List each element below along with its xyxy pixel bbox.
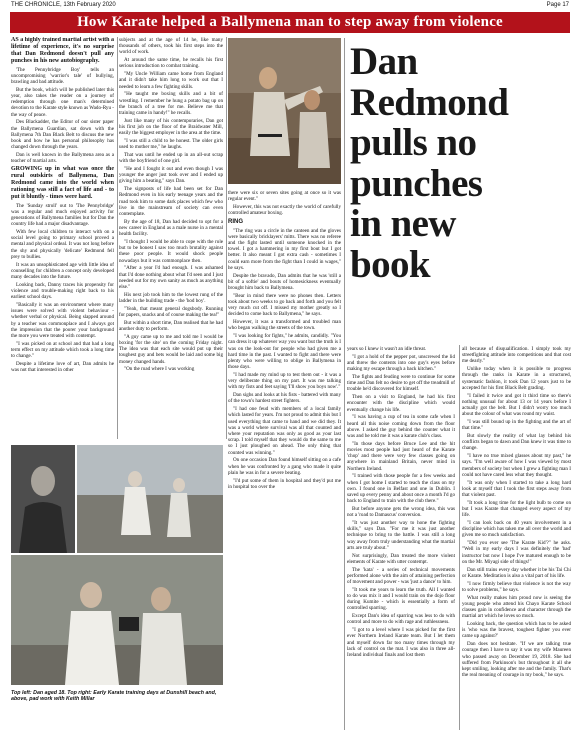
article-paragraph: "I was still bound up in the fighting and the art of that time." [462,419,571,432]
article-paragraph: "I got to a level where I was picked for the first ever Northern Ireland Karate team. But I let them and myself down far too many times through my lack of control on the mat. I was also in three all-Ireland individual finals and lost them [347,627,455,659]
article-paragraph: "I can look back on 40 years involvement in a discipline which has taken me all over the world and given me so much satisfaction. [462,520,571,539]
article-paragraph: Unlike today when it is possible to progress through the ranks in Karate in a structured, systematic fashion, it took Dan 12 years just to be accepted for his first Black Belt grading. [462,366,571,391]
article-paragraph: But slowly the reality of what lay behind his conflicts began to dawn and Dan knew it was time to change. [462,433,571,452]
article-paragraph: "I was picked on at school and that had a long term effect on my attitude which took a long time to change." [11,340,114,360]
article-paragraph: all because of disqualification. I simply took my streetfighting attitude into competitions and that cost me dearly." [462,346,571,365]
article-paragraph: With few local children to interact with on a social level going to primary school proved a mental and physical ordeal. It was not long before the shy and physically 'delicate' Redmond fell prey to bullies. [11,229,114,260]
article-paragraph: Looking back, the question which has to be asked is 'who was the bravest, toughest fighter you ever came up against?' [462,621,571,640]
pull-quote-line: Redmond [350,80,509,124]
article-paragraph: years so I knew it wasn't an idle threat. [347,346,427,352]
article-paragraph: "In those days before Bruce Lee and the hit movies most people had just heard of the Karate 'chop' and there were very few classes going on anywhere in mainland Britain, never mind in Northern Ireland. [347,440,455,472]
pull-quote-line: pulls no [350,121,477,165]
article-paragraph: It was an unsophisticated age with little idea of counselling for children a concept only developed many decades into the future. [11,261,114,281]
photo-caption [11,690,226,702]
headline-banner [10,12,570,33]
article-paragraph: "It took a long time for the light bulb to come on but I was Karate that changed every aspect of my life. [462,499,571,519]
article-paragraph: "The ring was a circle in the canteen and the gloves were basically bricklayers' mitts. There was no referee and the fight lasted until someone knocked in the towel. I got a hammering in my first bout but I got better. It also meant I got extra cash - sometimes I could earn more from the fight than I could in wages," he says. [228,227,341,271]
article-paragraph: Looking back, Danny traces his propensity for violence and trouble-making right back to his earliest school days. [11,281,114,301]
article-paragraph: "I had one feud with members of a local family which lasted for years. I'm not proud to admit this but I used everything that came to hand and we did they. It was a world where survival was all that counted and where your reputation was only as good as your last scrap. I told myself that they would do the same to me so I just ploughed on ahead. The only thing that counted was winning." [228,406,341,456]
article-paragraph: "I failed it twice and got it third time so there's nothing unusual for about 13 or 14 years before I actually got the belt. But I didn't worry too much about the colour of what was round my waist. [462,392,571,418]
article-paragraph: "Bear in mind there were no phones then. Letters took about two weeks to go back and forth and you felt very much cut off. I missed my mother greatly so I decided to come back to Ballymena," he says. [228,292,341,318]
article-paragraph: Dan sighs and looks at his fists - battered with many of the town's hardest street fighters. [228,392,341,405]
article-paragraph: But within a short time, Dan realised that he had another duty to perform. [119,319,223,333]
publication-date: THE CHRONICLE, 13th February 2020 [11,2,116,8]
dunshill-beach-photo [77,445,223,553]
article-paragraph: His next job took him to the lowest rung of the ladder in the building trade - the 'hod boy'. [119,291,223,305]
article-paragraph: "On the road where I was working [124,366,195,373]
article-paragraph: "A guy came up to me and told me I would be boxing 'for the site' on the coming Friday night. The idea was that each site would put up their toughest guy and bets would be laid and some big money changed hands. [119,333,223,365]
article-paragraph: "He taught me boxing skills and a bit of wrestling. I remember he hung a potato bag up on the branch of a tree for me. Believe me that training came in handy!" he recalls. [119,91,223,117]
article-paragraph: "It took me years to learn the truth. All I wanted to do was mix it and I would train on the dojo floor during Kumite - which is essentially a form of controlled sparring. [347,586,455,612]
article-paragraph: At around the same time, he recalls his first serious introduction to combat training. [119,57,223,70]
article-paragraph: "Yeah, that meant general dogsbody. Running for papers, snacks and of course making the tea!" [119,305,223,319]
article-paragraph: But the book, which will be published later this year, also takes the reader on a journey of redemption through one man's determined devotion to the Karate style known as Wado-Ryu - the way of peace. [11,86,114,118]
article-paragraph: "I'd put some of them in hospital and they'd put me in hospital too over the [228,477,341,490]
article-paragraph: The 'kata' - a series of technical movements performed alone with the aim of attaining perfection of movement and power - was 'just a dance' to him. [347,566,455,586]
subheading: RING [228,219,243,226]
article-paragraph: "After a year I'd had enough. I was ashamed that I'd done nothing about what I'd seen and I just needed out for my own sanity as much as anything else." [119,265,223,291]
article-paragraph: subjects and at the age of 14 he, like many thousands of others, took his first steps into the world of work. [119,37,223,56]
dan-portrait-illustration [11,445,75,553]
karate-training-illustration [228,38,341,184]
article-paragraph: By the age of 18, Dan had decided to opt for a new career in England as a male nurse in a mental health facility. [119,218,223,238]
article-column-4 [347,346,455,730]
beach-training-illustration [77,445,223,553]
article-paragraph: "I got a hold of the pepper pot, unscrewed the lid and threw the contents into one guy's eyes before making my escape through a back kitchen." [347,353,455,373]
pad-work-illustration [11,555,223,685]
article-paragraph: "Did you ever see 'The Karate Kid'?" he asks. "Well in my early days I was definitely the 'bad' instructor but now I hope I've matured enough to be on the Mr. Miyagi side of things!" [462,540,571,565]
article-paragraph: "He and I fought it out and even though I was younger the anger just took over and I ended up giving him a beating," says Dan. [119,166,223,185]
article-paragraph: Dan is well known in the Ballymena area as a teacher of martial arts. [11,152,114,165]
pull-quote [350,42,572,286]
article-paragraph: That was until he ended up in an all-out scrap with the boyfriend of one girl. [119,152,223,165]
article-paragraph: "I now firmly believe that violence is not the way to solve problems," he says. [462,580,571,593]
article-paragraph: The fights and feuding were to continue for some time and Dan felt no desire to get off the treadmill of trouble he'd discovered for himself. [347,374,455,393]
article-paragraph: Dan does not hesitate. "If we are talking true courage then I have to say it was my wife Maureen who passed away on December 19, 2018. She had suffered from Parkinson's but throughout it all she kept smiling, looking after me and the family. That's the real meaning of courage in my book," he says. [462,641,571,679]
column-rule [226,37,227,439]
article-paragraph: Despite the bravado, Dan admits that he was 'still a bit of a softie' and bouts of homesickness eventually brought him back to Ballymena. [228,272,341,292]
article-paragraph: "I was having a cup of tea in some cafe when I heard all this noise coming down from the floor above. I asked the guy behind the counter what it was and he told me it was a karate club's class. [347,414,455,440]
article-paragraph: The 'Sunday stroll' out to 'The Pennybridge' was a regular and much enjoyed activity for generations of Ballymena families but for Dan the country life had a major disadvantage. [11,202,114,228]
column-rule [344,345,345,730]
article-paragraph: Despite a lifetime love of art, Dan admits he was not that interested in other [11,361,114,374]
page-header [0,0,580,11]
column-rule [459,345,460,730]
article-paragraph: "Basically it was an environment where many issues were solved with violent behaviour - whether verbal or physical. Being slapped around by a teacher was commonplace and I always got the impression that the poorer your background the more you were treated with contempt. [11,302,114,340]
article-paragraph: 'The Pennybridge Boy' tells an uncompromising 'warrior's tale' of bullying, brawling and bad attitude. [11,66,114,85]
pull-quote-line: book [350,242,430,286]
article-paragraph: But before anyone gets the wrong idea, this was not a 'road to Damascus' conversion. [347,506,455,519]
photo-caption-text: Top left: Dan aged 18. Top right: Early Karate training days at Dunshill beach and, above, pad work with Keith Millar [11,690,217,703]
article-paragraph: AS a highly trained martial artist with a lifetime of experience, it's no surprise that Dan Redmond doesn't pull any punches in his new autobiography. [11,37,114,64]
article-paragraph: "It was only when I started to take a long hard look at myself that I took the first steps away from that violent past. [462,479,571,499]
article-paragraph: However, it was a transformed and troubled man who began walking the streets of the town. [228,319,341,332]
article-paragraph: "I was still a child to be honest. The older girls used to mother me," he laughs. [119,138,223,151]
article-paragraph: Des Blackadder, the Editor of our sister paper the Ballymena Guardian, sat down with the Ballymena 7th Dan Black Belt to discuss the new book and how he has personal philosophy has changed down through the years. [11,119,114,151]
article-paragraph: Then on a visit to England, he had his first encounter with the discipline which would eventually change his life. [347,394,455,413]
article-paragraph: "I have no true mixed glasses about my past," he says. "I'm well aware of how I was viewed by most members of society but when I grew a fighting man I could not have cared less what they thought. [462,453,571,478]
column-rule [117,37,118,439]
article-column-5 [462,346,571,730]
pull-quote-line: in new [350,202,456,246]
pad-work-photo [11,555,223,685]
dan-aged-18-photo [11,445,75,553]
article-paragraph: "It was just another way to hone the fighting skills," says Dan. "For me it was just another technique to bring to the battle. I was still a long way away from truly understanding what the martial arts are truly about." [347,520,455,551]
article-paragraph: What really makes him proud now is seeing the young people who attend his Chayo Karate School classes gain in confidence and character through the martial art which he loves so much. [462,594,571,620]
article-paragraph: However, this was not exactly the world of carefully controlled amateur boxing. [228,204,341,217]
article-paragraph: The signposts of life had been set for Dan Redmond even in his early teenage years and the road took him to some dark places which few who live in the mainstream of society can even contemplate. [119,186,223,218]
article-paragraph: On one occasion Dan found himself sitting on a cafe when he was confronted by a gang who made it quite plain he was in for a severe beating. [228,457,341,476]
karate-training-photo [228,38,341,184]
article-paragraph: Not surprisingly, Dan treated the more violent elements of Karate with utter contempt. [347,552,455,565]
article-paragraph: there were six or seven sites going at once so it was regular event." [228,190,341,203]
article-paragraph: Dan still trains every day whether it be his Tai Chi or Karate. Meditation is also a vital part of his life. [462,566,571,579]
article-paragraph: "My Uncle William came home from England and it didn't take him long to work out that I needed to learn a few fighting skills. [119,71,223,90]
article-paragraph: Just like many of his contemporaries, Dan got his first job on the floor of the Braidwater Mill, easily the biggest employer in the area at the time. [119,117,223,137]
article-column-2 [119,37,223,441]
article-paragraph: Except Dan's idea of sparring was less to do with control and more to do with rage and ruthlessness. [347,613,455,626]
pull-quote-line: punches [350,161,483,205]
article-paragraph: "I had made my mind up to test them out - it was a very deliberate thing on my part. It was me talking with my fists and feet saying 'I'll show you boys now'." [228,372,341,391]
article-paragraph: "I thought I would be able to cope with the role but to be honest I saw too much brutality against these poor people. It would shock people nowadays but it was commonplace then. [119,239,223,264]
page-number: Page 17 [546,2,569,8]
article-column-3 [228,190,341,687]
article-paragraph: "I trained with those people for a few weeks and when I got home I started to teach the class on my own. I found one in Belfast and one in Dublin. I saved up every penny and about once a month I'd go back to England to train with the club there." [347,473,455,505]
headline: How Karate helped a Ballymena man to step away from violence [77,14,503,30]
article-paragraph: GROWING up in what was once the rural outskirts of Ballymena, Dan Redmond came into the world when rationing was still a fact of life and - to put it bluntly - times were hard. [11,166,114,201]
pull-quote-line: Dan [350,40,418,83]
article-paragraph: "I was looking for fights," he admits, candidly. "You can dress it up whatever way you want but the truth is I was on the look-out for people who had given me a hard time in the past. I wanted to fight and there were plenty who were willing to oblige in Ballymena in those days. [228,333,341,371]
